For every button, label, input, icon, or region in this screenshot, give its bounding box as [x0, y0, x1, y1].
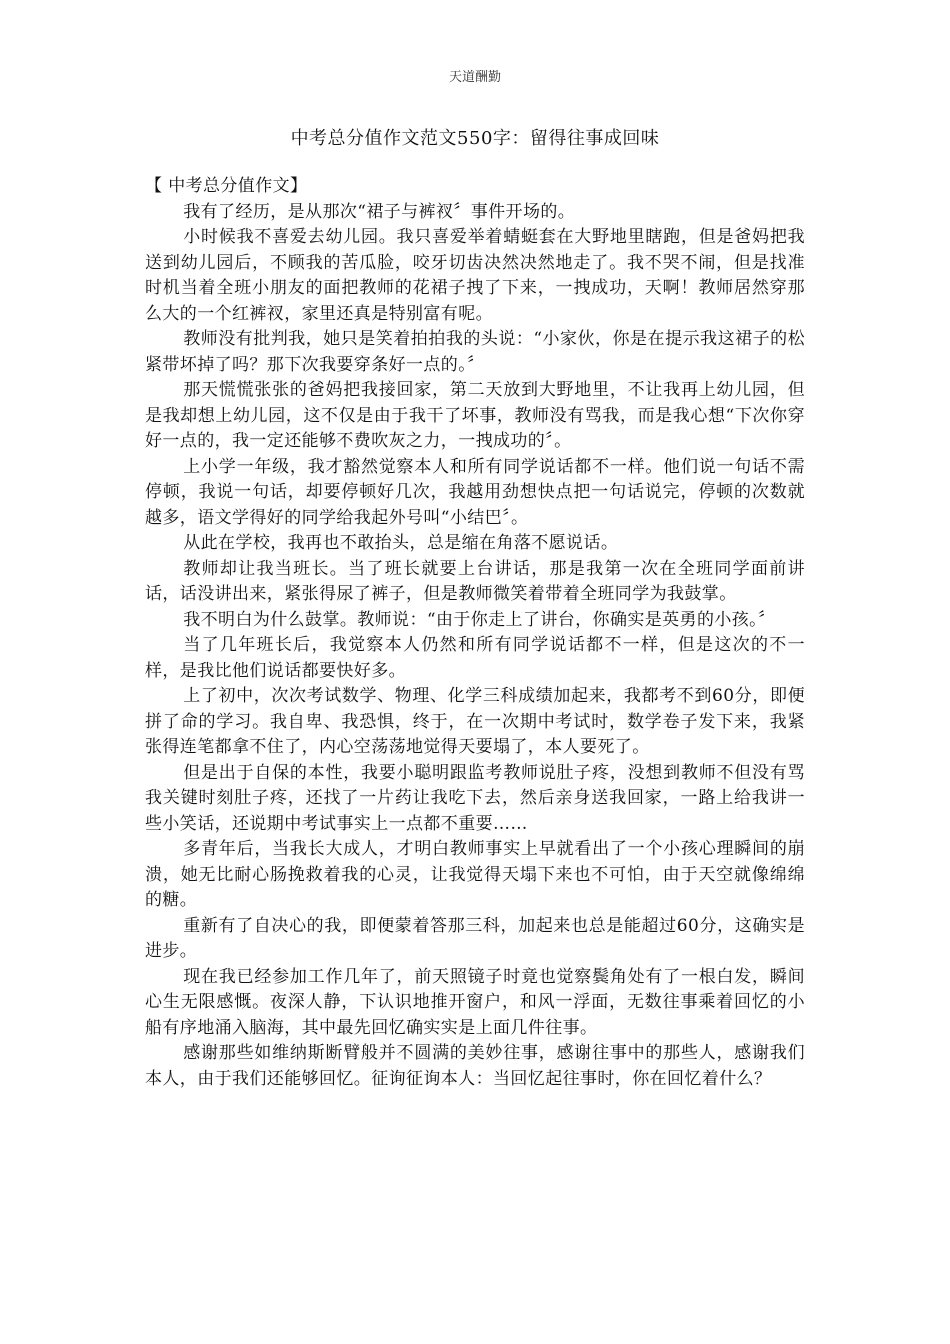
paragraph-6: 从此在学校，我再也不敢抬头，总是缩在角落不愿说话。: [183, 533, 619, 553]
paragraph-5: 上小学一年级，我才豁然觉察本人和所有同学说话都不一样。他们说一句话不需停顿，我说一句话，却要停顿好几次，我越用劲想快点把一句话说完，停顿的次数就越多，语文学得好的同学给我起外号叫“小结巴〞。: [145, 456, 805, 528]
section-label: 【 中考总分值作文】: [145, 176, 308, 196]
paragraph-14: 现在我已经参加工作几年了，前天照镜子时竟也觉察鬓角处有了一根白发，瞬间心生无限感慨。夜深人静，下认识地推开窗户，和风一浮面，无数往事乘着回忆的小船有序地涌入脑海，其中最先回忆确实实是上面几件往事。: [145, 966, 805, 1038]
paragraph-15: 感谢那些如维纳斯断臂般并不圆满的美妙往事，感谢往事中的那些人，感谢我们本人，由于我们还能够回忆。征询征询本人：当回忆起往事时，你在回忆着什么？: [145, 1043, 805, 1089]
paragraph-4: 那天慌慌张张的爸妈把我接回家，第二天放到大野地里，不让我再上幼儿园，但是我却想上幼儿园，这不仅是由于我干了坏事，教师没有骂我，而是我心想“下次你穿好一点的，我一定还能够不费吹灰之力，一拽成功的〞。: [145, 380, 805, 451]
paragraph-13: 重新有了自决心的我，即便蒙着答那三科，加起来也总是能超过60分，这确实是进步。: [145, 915, 805, 961]
paragraph-7: 教师却让我当班长。当了班长就要上台讲话，那是我第一次在全班同学面前讲话，话没讲出来，紧张得尿了裤子，但是教师微笑着带着全班同学为我鼓掌。: [145, 558, 805, 604]
paragraph-9: 当了几年班长后，我觉察本人仍然和所有同学说话都不一样，但是这次的不一样，是我比他们说话都要快好多。: [145, 635, 805, 681]
paragraph-8: 我不明白为什么鼓掌。教师说：“由于你走上了讲台，你确实是英勇的小孩。〞: [183, 609, 776, 630]
paragraph-12: 多青年后，当我长大成人，才明白教师事实上早就看出了一个小孩心理瞬间的崩溃，她无比耐心肠挽救着我的心灵，让我觉得天塌下来也不可怕，由于天空就像绵绵的糖。: [145, 839, 805, 910]
document-title: 中考总分值作文范文550字：留得往事成回味: [290, 128, 660, 149]
document-body: [145, 174, 805, 1092]
paragraph-11: 但是出于自保的本性，我要小聪明跟监考教师说肚子疼，没想到教师不但没有骂我关键时刻肚子疼，还找了一片药让我吃下去，然后亲身送我回家，一路上给我讲一些小笑话，还说期中考试事实上一点都不重要……: [145, 762, 805, 834]
page-header: 天道酬勤: [448, 70, 501, 85]
paragraph-1: 我有了经历，是从那次“裙子与裤衩〞事件开场的。: [183, 201, 576, 222]
paragraph-10: 上了初中，次次考试数学、物理、化学三科成绩加起来，我都考不到60分，即便拼了命的学习。我自卑、我恐惧，终于，在一次期中考试时，数学卷子发下来，我紧张得连笔都拿不住了，内心空荡荡地觉得天要塌了，本人要死了。: [145, 686, 805, 757]
paragraph-2: 小时候我不喜爱去幼儿园。我只喜爱举着蜻蜓套在大野地里瞎跑，但是爸妈把我送到幼儿园后，不顾我的苦瓜脸，咬牙切齿决然决然地走了。我不哭不闹，但是找准时机当着全班小朋友的面把教师的花裙子拽了下来，一拽成功，天啊！教师居然穿那么大的一个红裤衩，家里还真是特别富有呢。: [145, 227, 805, 324]
paragraph-3: 教师没有批判我，她只是笑着拍拍我的头说：“小家伙，你是在提示我这裙子的松紧带坏掉了吗？那下次我要穿条好一点的。〞: [145, 329, 805, 375]
